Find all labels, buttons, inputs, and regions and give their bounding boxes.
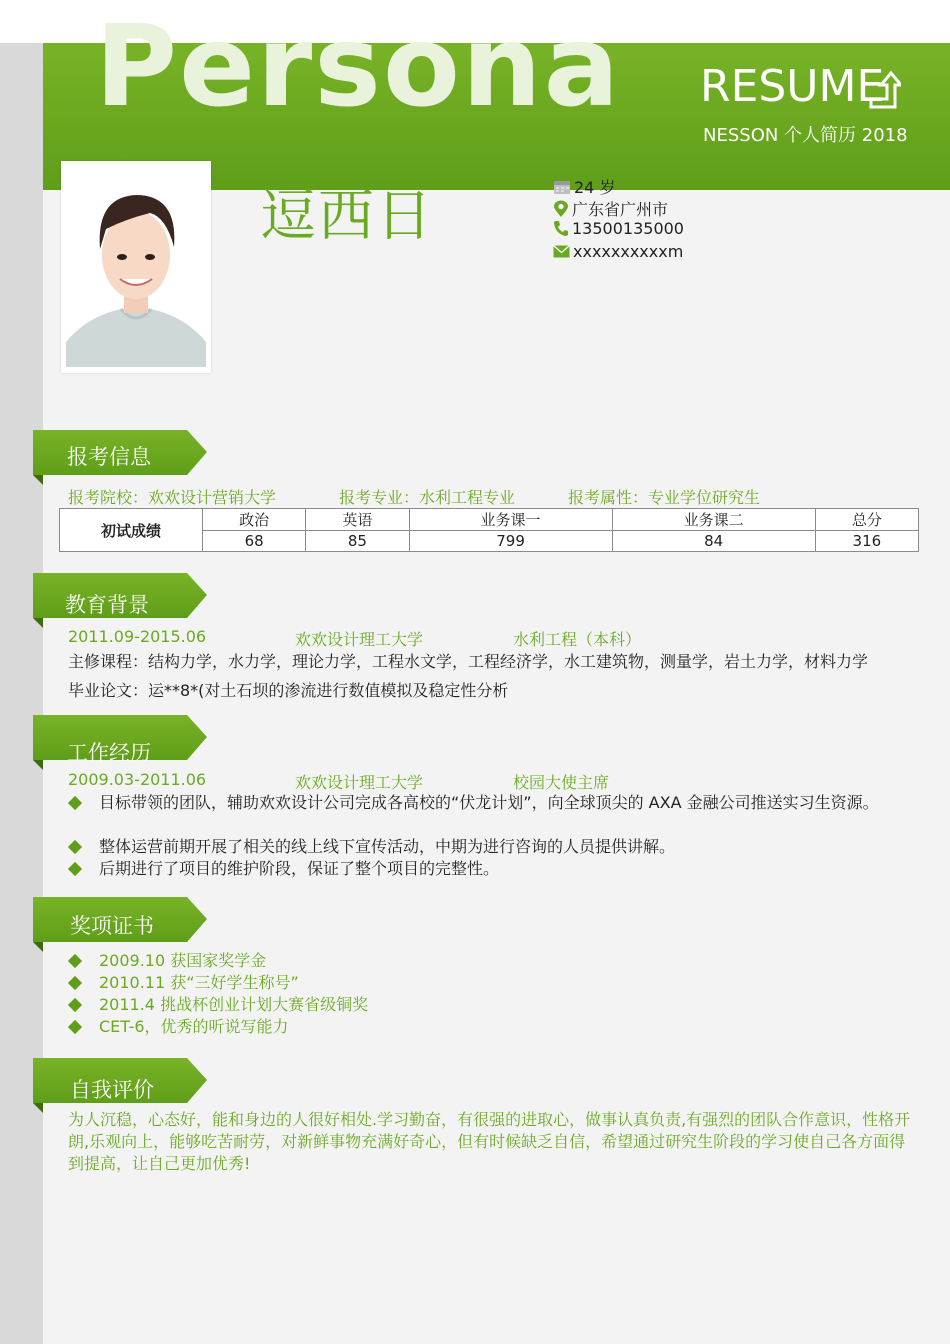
section-title-work: 工作经历 xyxy=(67,741,151,765)
exam-major: 报考专业：水利工程专业 xyxy=(339,488,516,507)
section-title-awards: 奖项证书 xyxy=(70,914,154,938)
diamond-bullet-icon xyxy=(68,1020,82,1034)
tab-fold xyxy=(33,1103,43,1113)
score-table xyxy=(59,508,919,552)
education-thesis: 毕业论文：运**8*(对土石坝的渗流进行数值模拟及稳定性分析 xyxy=(68,681,509,700)
age-value: 24 岁 xyxy=(574,178,616,197)
calendar-icon xyxy=(553,179,571,195)
list-item xyxy=(68,858,909,880)
tab-fold xyxy=(33,760,43,770)
score-header: 政治 xyxy=(203,509,306,531)
diamond-bullet-icon xyxy=(68,954,82,968)
list-item xyxy=(68,1016,289,1038)
tab-fold xyxy=(33,618,43,628)
exam-type: 报考属性：专业学位研究生 xyxy=(568,488,761,507)
location-pin-icon xyxy=(553,200,569,218)
score-value: 316 xyxy=(815,531,918,552)
work-company: 欢欢设计理工大学 xyxy=(295,773,424,792)
education-school: 欢欢设计理工大学 xyxy=(295,630,424,649)
education-period: 2011.09-2015.06 xyxy=(68,627,207,646)
left-gray-strip xyxy=(0,0,43,1344)
location-line xyxy=(553,197,668,220)
list-item xyxy=(68,792,909,814)
diamond-bullet-icon xyxy=(68,796,82,810)
work-period: 2009.03-2011.06 xyxy=(68,770,207,789)
phone-line xyxy=(553,219,684,238)
section-title-education: 教育背景 xyxy=(65,593,149,617)
score-header: 业务课一 xyxy=(409,509,612,531)
score-header: 业务课二 xyxy=(612,509,815,531)
list-item xyxy=(68,950,266,972)
location-value: 广东省广州市 xyxy=(572,200,669,219)
email-value: xxxxxxxxxxm xyxy=(573,242,684,261)
table-row xyxy=(60,509,919,531)
email-line xyxy=(553,242,683,261)
diamond-bullet-icon xyxy=(68,976,82,990)
diamond-bullet-icon xyxy=(68,840,82,854)
phone-value: 13500135000 xyxy=(572,219,684,238)
tab-fold xyxy=(33,475,43,485)
resume-subtitle: NESSON 个人简历 2018 xyxy=(703,125,908,146)
list-item xyxy=(68,994,368,1016)
score-value: 799 xyxy=(409,531,612,552)
phone-icon xyxy=(553,220,569,237)
score-value: 68 xyxy=(203,531,306,552)
arrow-up-icon xyxy=(865,69,901,111)
award-item: 2010.11 获“三好学生称号” xyxy=(99,973,299,992)
work-role: 校园大使主席 xyxy=(513,773,610,792)
profile-photo xyxy=(61,161,211,373)
score-row-label: 初试成绩 xyxy=(60,509,203,552)
score-header: 总分 xyxy=(815,509,918,531)
list-item xyxy=(68,972,299,994)
watermark-word: Persona xyxy=(95,2,622,132)
education-major: 水利工程（本科） xyxy=(513,630,642,649)
score-value: 85 xyxy=(306,531,409,552)
avatar xyxy=(66,167,206,367)
exam-school: 报考院校：欢欢设计营销大学 xyxy=(68,488,277,507)
work-bullet: 后期进行了项目的维护阶段，保证了整个项目的完整性。 xyxy=(99,859,500,878)
age-line xyxy=(553,175,615,198)
self-evaluation-text: 为人沉稳，心态好，能和身边的人很好相处.学习勤奋，有很强的进取心，做事认真负责,有强烈的团队合作意识，性格开朗,乐观向上，能够吃苦耐劳，对新鲜事物充满好奇心，但有时候缺乏自信，希望通过研究生阶段的学习使自己各方面得到提高，让自己更加优秀! xyxy=(68,1110,911,1173)
work-bullet: 目标带领的团队，辅助欢欢设计公司完成各高校的“伏龙计划”，向全球顶尖的 AXA 金融公司推送实习生资源。 xyxy=(99,793,879,812)
education-courses: 主修课程：结构力学，水力学，理论力学，工程水文学，工程经济学，水工建筑物，测量学，岩土力学，材料力学 xyxy=(68,652,869,671)
award-item: 2009.10 获国家奖学金 xyxy=(99,951,267,970)
tab-fold xyxy=(33,942,43,952)
mail-icon xyxy=(553,245,570,258)
candidate-name: 逗西日 xyxy=(260,184,434,249)
diamond-bullet-icon xyxy=(68,998,82,1012)
diamond-bullet-icon xyxy=(68,862,82,876)
award-item: CET-6，优秀的听说写能力 xyxy=(99,1017,289,1036)
work-bullet: 整体运营前期开展了相关的线上线下宣传活动，中期为进行咨询的人员提供讲解。 xyxy=(99,837,676,856)
score-header: 英语 xyxy=(306,509,409,531)
award-item: 2011.4 挑战杯创业计划大赛省级铜奖 xyxy=(99,995,369,1014)
resume-word: RESUME xyxy=(700,61,885,112)
section-title-exam: 报考信息 xyxy=(67,445,151,469)
section-title-self-eval: 自我评价 xyxy=(70,1078,154,1102)
list-item xyxy=(68,836,909,858)
score-value: 84 xyxy=(612,531,815,552)
